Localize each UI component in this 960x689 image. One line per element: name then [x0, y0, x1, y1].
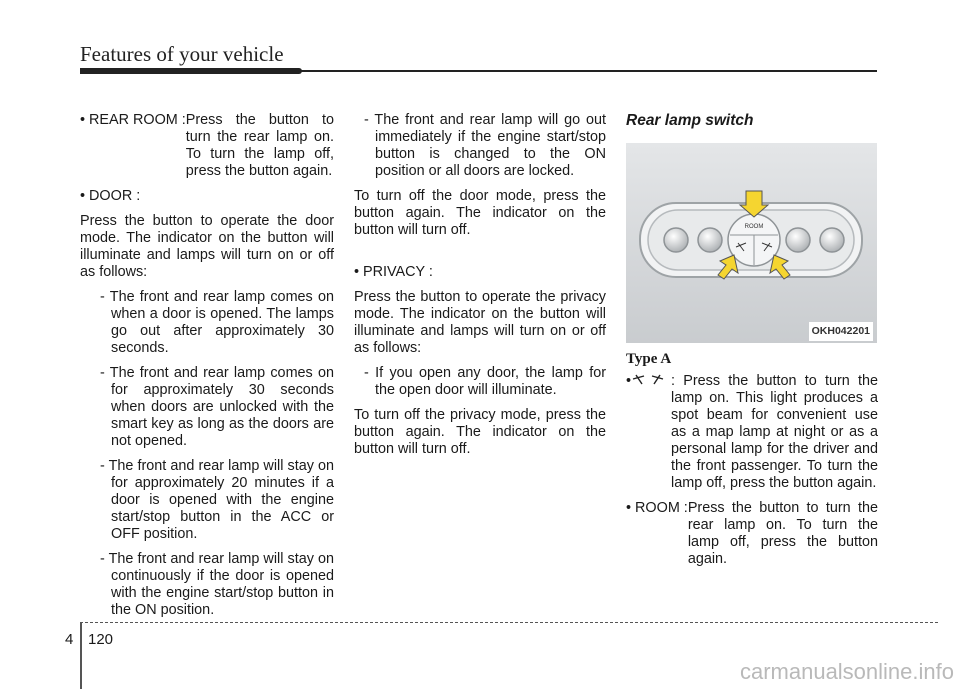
footer-rule	[80, 622, 938, 623]
rear-room-term: • REAR ROOM :	[80, 112, 186, 128]
map-lamp-item	[626, 373, 878, 492]
text-column-3	[626, 112, 878, 576]
room-desc: Press the button to turn the rear lamp on. To turn the lamp off, press the button again.	[687, 500, 878, 567]
figure-code: OKH042201	[809, 322, 873, 341]
rear-room-item	[80, 112, 334, 180]
watermark: carmanualsonline.info	[739, 659, 954, 684]
privacy-off-text: To turn off the privacy mode, press the button again. The indicator on the button will turn off.	[354, 407, 606, 457]
door-off-text: To turn off the door mode, press the button again. The indicator on the button will turn off.	[354, 188, 606, 238]
text-column-1	[80, 112, 334, 627]
door-item-1: - The front and rear lamp comes on when a door is opened. The lamps go out after approximately 30 seconds.	[100, 289, 334, 356]
map-lamp-desc: : Press the button to turn the lamp on. This light produces a spot beam for convenient use as a map lamp at night or as a personal lamp for the driver and the front passenger. To turn the lamp off, press the button again.	[671, 373, 878, 491]
door-item-4: - The front and rear lamp will stay on continuously if the door is opened with the engine start/stop button in the ON position.	[100, 551, 334, 618]
text-column-2	[354, 112, 606, 466]
chapter-number: 4	[65, 631, 74, 648]
page-header-title: Features of your vehicle	[80, 42, 284, 66]
door-heading: • DOOR :	[80, 188, 141, 204]
door-item-3: - The front and rear lamp will stay on for approximately 20 minutes if a door is opened with the engine start/stop button in the ACC or OFF position.	[100, 458, 334, 542]
rear-room-desc: Press the button to turn the rear lamp on. To turn the lamp off, press the button again.	[185, 112, 334, 179]
map-lamp-symbol-svg	[631, 373, 665, 387]
switch-panel-illustration	[626, 143, 877, 343]
header-rule-accent	[80, 68, 302, 74]
privacy-item: - If you open any door, the lamp for the open door will illuminate.	[364, 365, 606, 398]
footer-divider	[80, 622, 82, 689]
room-term: • ROOM :	[626, 500, 688, 516]
figure-room-label: ROOM	[744, 224, 764, 230]
privacy-description: Press the button to operate the privacy mode. The indicator on the button will illuminate and lamps will turn on or off as follows:	[354, 289, 606, 356]
room-item	[626, 500, 878, 568]
door-description: Press the button to operate the door mode. The indicator on the button will illuminate and lamps will turn on or off as follows:	[80, 213, 334, 280]
type-label: Type A	[626, 351, 672, 367]
map-lamp-symbol-icon	[631, 373, 671, 492]
rear-lamp-switch-figure	[626, 143, 877, 343]
door-item-5: - The front and rear lamp will go out immediately if the engine start/stop button is changed to the ON position or all doors are locked.	[364, 112, 606, 179]
door-item-2: - The front and rear lamp comes on for approximately 30 seconds when doors are unlocked with the smart key as long as the doors are not opened.	[100, 365, 334, 449]
privacy-heading: • PRIVACY :	[354, 264, 433, 280]
section-title: Rear lamp switch	[626, 112, 754, 129]
map-lamp-bullet: •	[626, 373, 632, 389]
page-number: 120	[88, 631, 114, 648]
